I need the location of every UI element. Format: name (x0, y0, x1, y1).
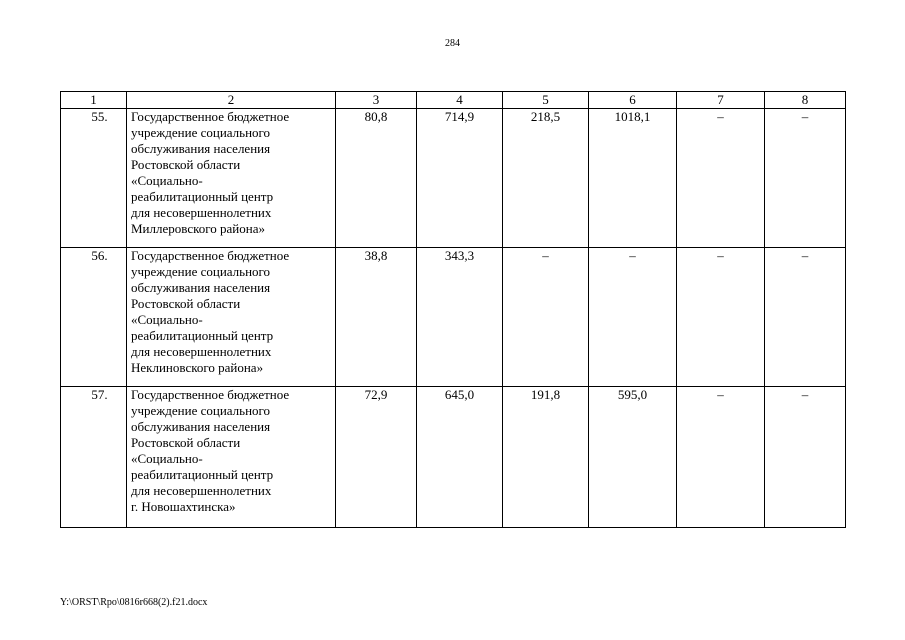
value-cell: – (589, 248, 677, 387)
name-line: для несовершеннолетних (131, 483, 272, 498)
name-line: для несовершеннолетних (131, 344, 272, 359)
column-header: 7 (677, 92, 765, 109)
name-line: Неклиновского района» (131, 360, 264, 375)
name-line: учреждение социального (131, 264, 271, 279)
row-number: 57. (61, 387, 127, 528)
name-line: реабилитационный центр (131, 189, 274, 204)
name-line: Ростовской области (131, 296, 241, 311)
institution-name (127, 387, 336, 528)
footer-file-path: Y:\ORST\Rpo\0816r668(2).f21.docx (60, 597, 208, 608)
value-cell: 714,9 (417, 109, 503, 248)
table-row (61, 248, 846, 387)
name-line: Государственное бюджетное (131, 109, 290, 124)
value-cell: 1018,1 (589, 109, 677, 248)
value-cell: – (765, 109, 846, 248)
column-header: 5 (503, 92, 589, 109)
value-cell: 80,8 (336, 109, 417, 248)
column-header: 8 (765, 92, 846, 109)
name-line: Миллеровского района» (131, 221, 265, 236)
name-line: обслуживания населения (131, 419, 271, 434)
name-line: «Социально- (131, 173, 203, 188)
name-line: Ростовской области (131, 157, 241, 172)
value-cell: 645,0 (417, 387, 503, 528)
value-cell: 38,8 (336, 248, 417, 387)
column-header: 3 (336, 92, 417, 109)
name-line: обслуживания населения (131, 280, 271, 295)
value-cell: – (677, 387, 765, 528)
name-line: обслуживания населения (131, 141, 271, 156)
value-cell: 72,9 (336, 387, 417, 528)
value-cell: – (677, 109, 765, 248)
row-number: 55. (61, 109, 127, 248)
value-cell: – (503, 248, 589, 387)
name-line: для несовершеннолетних (131, 205, 272, 220)
data-table (60, 91, 846, 528)
row-number: 56. (61, 248, 127, 387)
name-line: учреждение социального (131, 403, 271, 418)
name-line: Государственное бюджетное (131, 248, 290, 263)
value-cell: – (677, 248, 765, 387)
institution-name (127, 109, 336, 248)
name-line: реабилитационный центр (131, 328, 274, 343)
value-cell: – (765, 387, 846, 528)
column-header: 6 (589, 92, 677, 109)
value-cell: 191,8 (503, 387, 589, 528)
name-line: реабилитационный центр (131, 467, 274, 482)
value-cell: – (765, 248, 846, 387)
name-line: Ростовской области (131, 435, 241, 450)
name-line: «Социально- (131, 312, 203, 327)
column-header: 1 (61, 92, 127, 109)
value-cell: 218,5 (503, 109, 589, 248)
value-cell: 595,0 (589, 387, 677, 528)
table-row (61, 109, 846, 248)
name-line: г. Новошахтинска» (131, 499, 236, 514)
header-row (61, 92, 846, 109)
table-header (61, 92, 846, 109)
value-cell: 343,3 (417, 248, 503, 387)
institution-name (127, 248, 336, 387)
table-body (61, 109, 846, 528)
name-line: «Социально- (131, 451, 203, 466)
table-row (61, 387, 846, 528)
name-line: учреждение социального (131, 125, 271, 140)
column-header: 4 (417, 92, 503, 109)
column-header: 2 (127, 92, 336, 109)
name-line: Государственное бюджетное (131, 387, 290, 402)
page-number: 284 (445, 38, 460, 49)
